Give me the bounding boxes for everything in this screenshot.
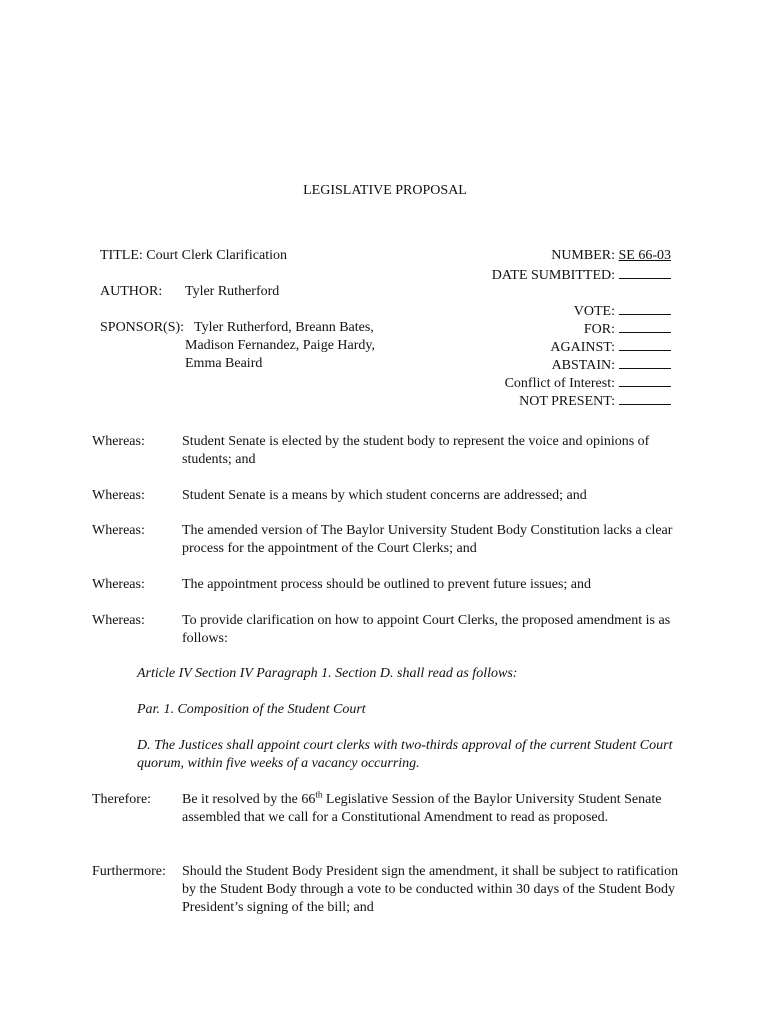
date-blank	[619, 265, 671, 279]
number-label: NUMBER:	[551, 248, 615, 263]
document-title: LEGISLATIVE PROPOSAL	[303, 183, 467, 198]
sponsor-line: Tyler Rutherford, Breann Bates,	[194, 320, 374, 335]
sponsor-line: Emma Beaird	[185, 356, 263, 371]
amendment-paragraph: Par. 1. Composition of the Student Court	[137, 702, 366, 717]
vote-label: VOTE:	[573, 304, 615, 319]
number-value: SE 66-03	[618, 248, 671, 263]
not-present-label: NOT PRESENT:	[519, 394, 615, 409]
not-present-row	[400, 391, 671, 409]
clause-text: The appointment process should be outlined to prevent future issues; and	[182, 577, 592, 592]
conflict-label: Conflict of Interest:	[504, 376, 615, 391]
abstain-label: ABSTAIN:	[551, 358, 615, 373]
furthermore-label: Furthermore:	[92, 864, 166, 879]
for-blank	[619, 319, 671, 333]
date-label: DATE SUMBITTED:	[491, 268, 615, 283]
date-row	[400, 265, 671, 283]
number-block	[400, 247, 671, 283]
against-row	[400, 337, 671, 355]
for-row	[400, 319, 671, 337]
conflict-blank	[619, 373, 671, 387]
clause-text: To provide clarification on how to appoint Court Clerks, the proposed amendment is as follows:	[182, 613, 671, 646]
therefore-label: Therefore:	[92, 792, 152, 807]
abstain-row	[400, 355, 671, 373]
clause-text: Student Senate is elected by the student body to represent the voice and opinions of students; and	[182, 434, 650, 467]
author-label: AUTHOR:	[100, 284, 163, 299]
clause-label: Whereas:	[92, 577, 145, 592]
against-label: AGAINST:	[550, 340, 615, 355]
not-present-blank	[619, 391, 671, 405]
clause-label: Whereas:	[92, 434, 145, 449]
furthermore-text: Should the Student Body President sign the amendment, it shall be subject to ratification by the Student Body through a vote to be conducted within 30 days of the Student Body President’s signing of the bill; and	[182, 864, 679, 915]
sponsors-label: SPONSOR(S):	[100, 320, 185, 335]
number-row	[400, 247, 671, 265]
vote-blank	[619, 301, 671, 315]
clause-label: Whereas:	[92, 613, 145, 628]
for-label: FOR:	[583, 322, 615, 337]
therefore-text	[182, 791, 682, 827]
amendment-text: D. The Justices shall appoint court clerks with two-thirds approval of the current Student Court quorum, within five weeks of a vacancy occurring.	[137, 738, 673, 771]
against-blank	[619, 337, 671, 351]
vote-block	[400, 301, 671, 409]
clause-label: Whereas:	[92, 523, 145, 538]
clause-label: Whereas:	[92, 488, 145, 503]
abstain-blank	[619, 355, 671, 369]
amendment-article: Article IV Section IV Paragraph 1. Section D. shall read as follows:	[137, 666, 518, 681]
proposal-title: TITLE: Court Clerk Clarification	[100, 248, 288, 263]
clause-text: Student Senate is a means by which student concerns are addressed; and	[182, 488, 587, 503]
vote-row	[400, 301, 671, 319]
clause-text: The amended version of The Baylor University Student Body Constitution lacks a clear process for the appointment of the Court Clerks; and	[182, 523, 673, 556]
author-name: Tyler Rutherford	[185, 284, 280, 299]
therefore-text-a: Be it resolved by the 66	[182, 792, 316, 807]
therefore-text-b: Legislative Session of the Baylor University Student Senate assembled that we call for a Constitutional Amendment to read as proposed.	[182, 792, 662, 825]
sponsor-line: Madison Fernandez, Paige Hardy,	[185, 338, 375, 353]
ordinal-suffix: th	[315, 789, 323, 800]
conflict-row	[400, 373, 671, 391]
